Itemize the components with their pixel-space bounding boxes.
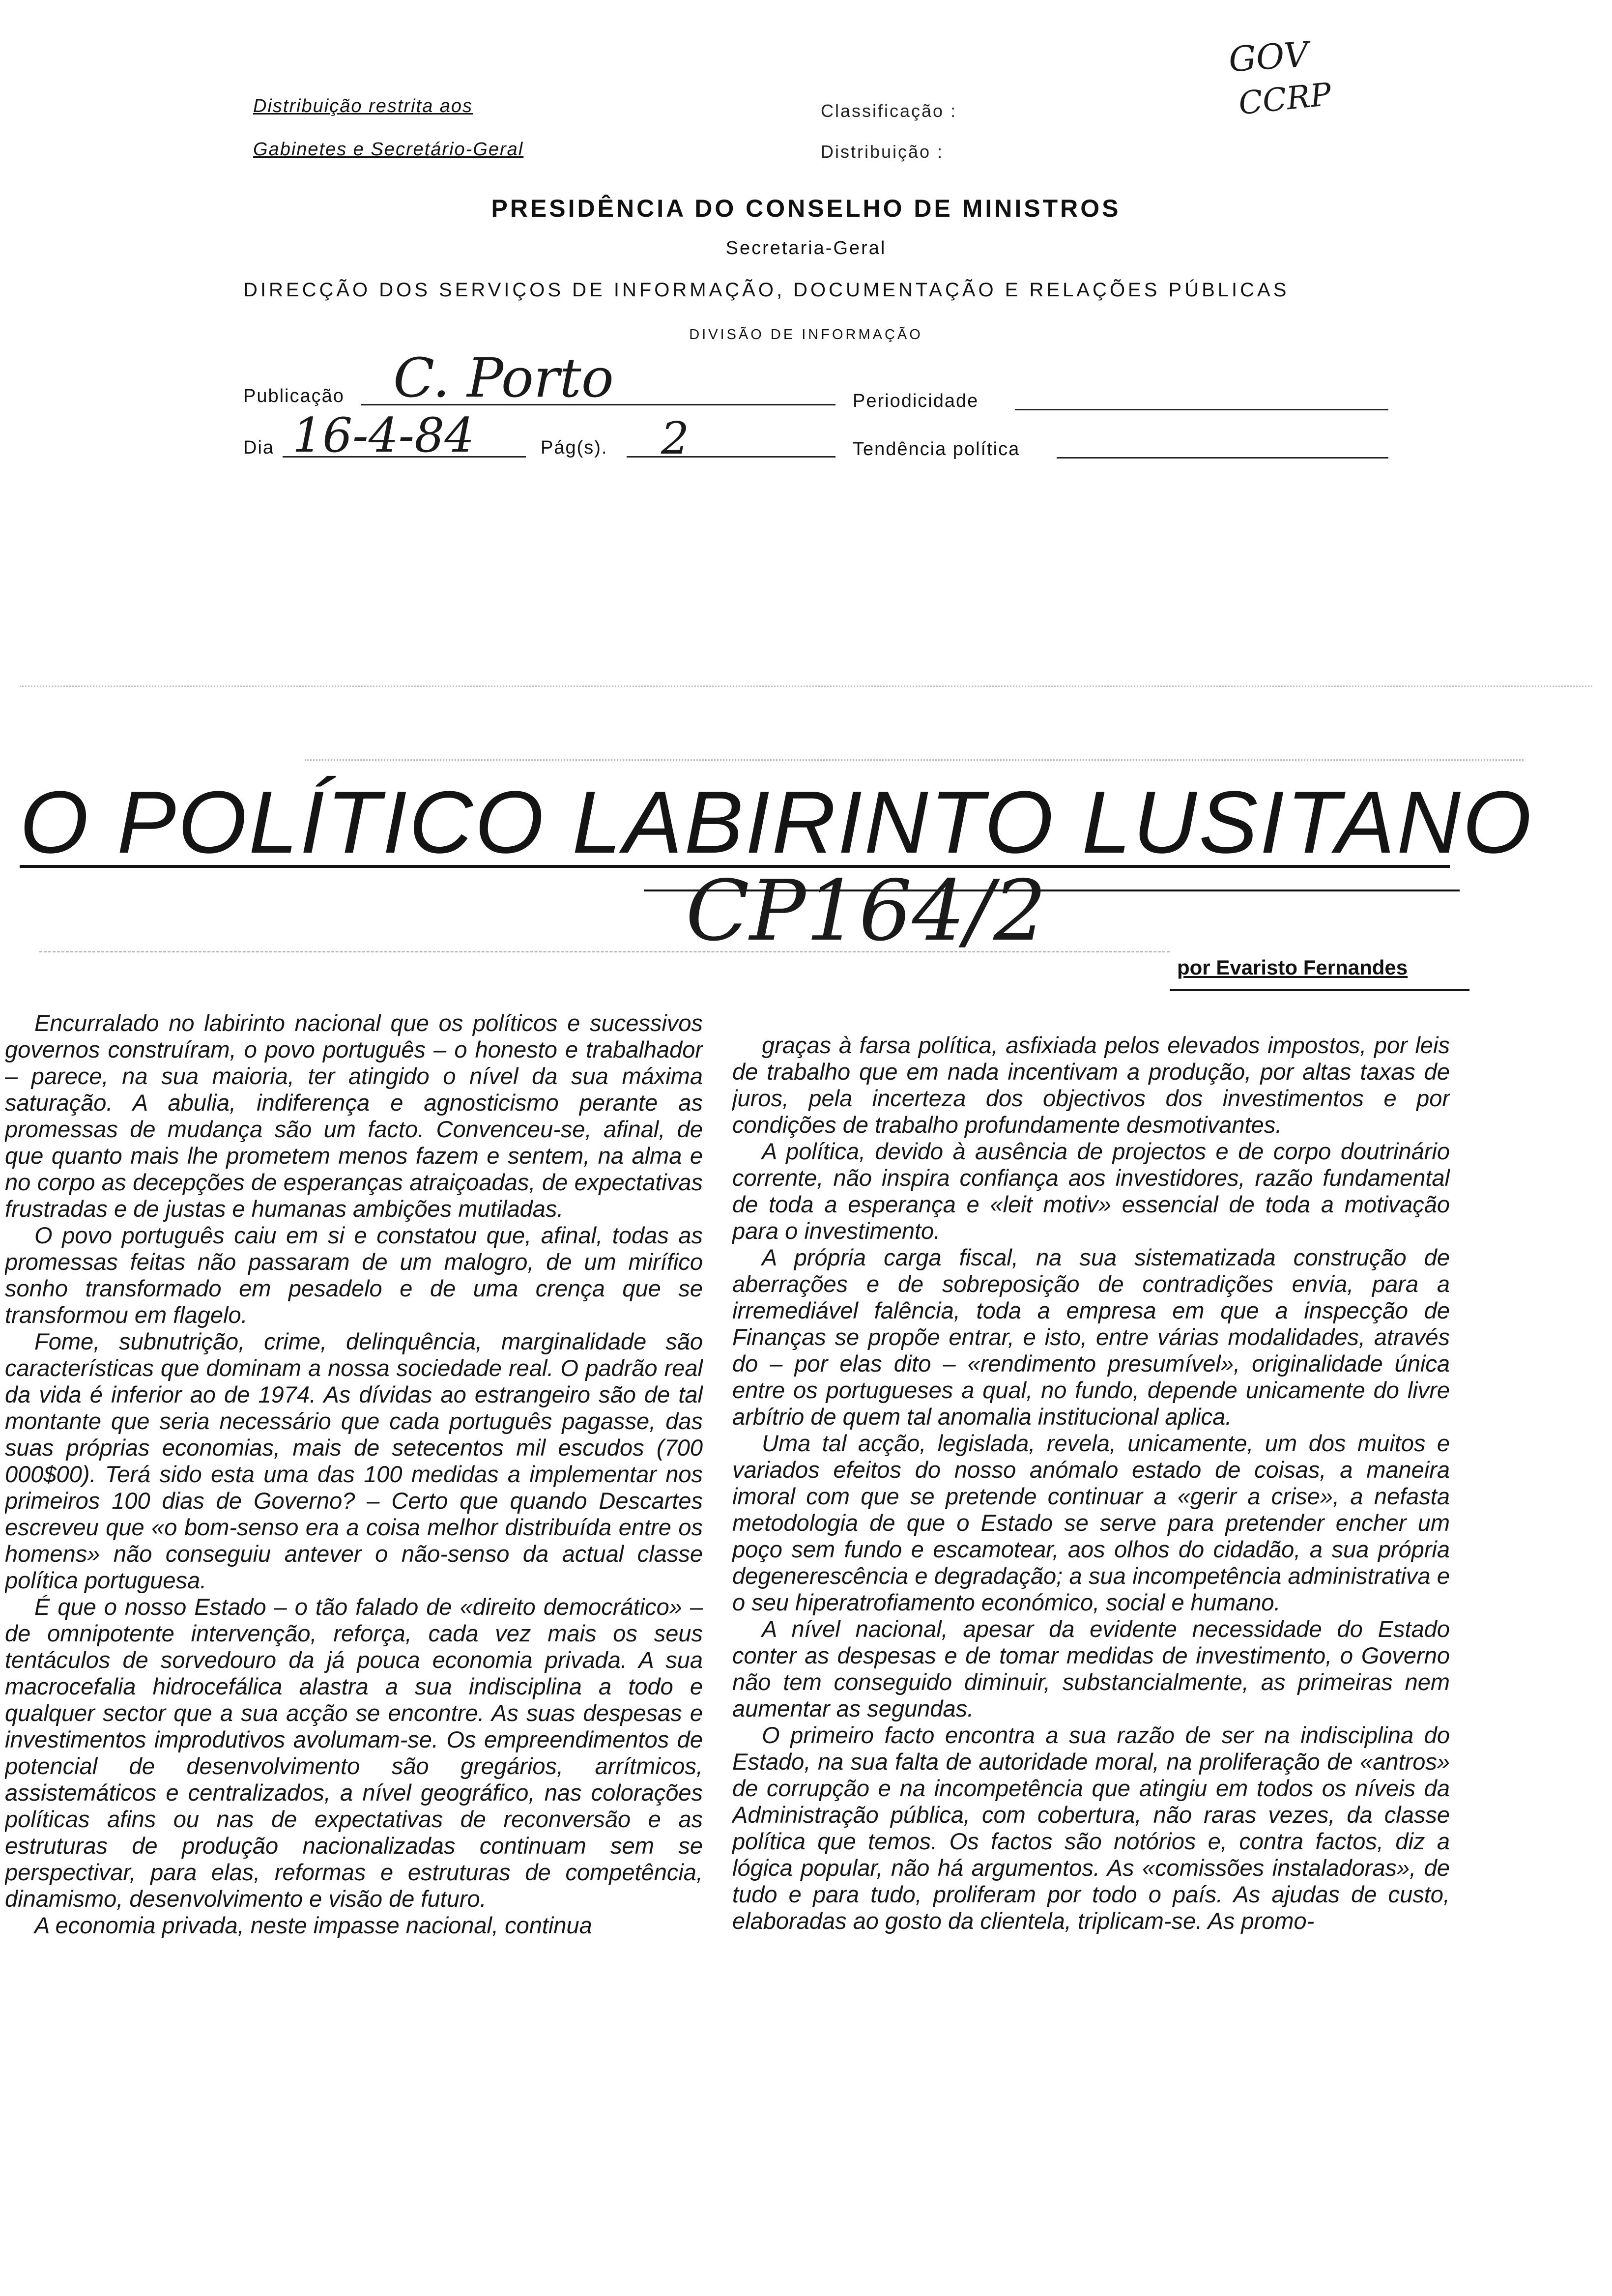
column-left-paragraph: É que o nosso Estado – o tão falado de «direito democrático» – de omnipotente intervenção, reforça, cada vez mais os seus tentáculos de sorvedouro da já pouca economia privada. A sua macrocefalia hidrocefálica alastra a sua indisciplina a todo e qualquer sector que a sua acção se encontre. As suas despesas e investimentos improdutivos avolumam-se. Os empreendimentos de potencial de desenvolvimento são gregários, arrítmicos, assistemáticos e centralizados, a nível geográfico, nas colorações políticas afins ou nas de expectativas de reconversão e as estruturas de produção nacionalizadas continuam sem se perspectivar, para elas, reformas e estruturas de competência, dinamismo, desenvolvimento e visão de futuro. (5, 1594, 703, 1912)
article-column-right (732, 1032, 1450, 2231)
column-left-paragraph: Fome, subnutrição, crime, delinquência, marginalidade são características que dominam a nossa sociedade real. O padrão real da vida é inferior ao de 1974. As dívidas ao estrangeiro são de tal montante que seria necessário que cada português pagasse, das suas próprias economias, mais de setecentos mil escudos (700 000$00). Terá sido esta uma das 100 medidas a implementar nos primeiros 100 dias de Governo? – Certo que quando Descartes escreveu que «o bom-senso era a coisa melhor distribuída entre os homens» não conseguiu antever o não-senso da actual classe política portuguesa. (5, 1328, 703, 1593)
org-title: PRESIDÊNCIA DO CONSELHO DE MINISTROS (491, 195, 1121, 222)
corner-handwritten-note-line2: CCRP (1237, 76, 1333, 122)
column-left-paragraph: O povo português caiu em si e constatou que, afinal, todas as promessas feitas não passaram de um malogro, de um mirífico sonho transformado em pesadelo e de uma crença que se transformou em flagelo. (5, 1222, 703, 1328)
article-column-left (5, 1010, 703, 2211)
corner-handwritten-note-line1: GOV (1227, 34, 1310, 80)
publicacao-label: Publicação (243, 386, 345, 406)
tendencia-label: Tendência política (853, 439, 1020, 459)
column-right-paragraph: O primeiro facto encontra a sua razão de ser na indisciplina do Estado, na sua falta de autoridade moral, na proliferação de «antros» de corrupção e na incompetência que atingiu em todos os níveis da Administração pública, com cobertura, não raras vezes, da classe política que temos. Os factos são notórios e, contra factos, diz a lógica popular, não há argumentos. As «comissões instaladoras», de tudo e para tudo, proliferam por todo o país. As ajudas de custo, elaboradas ao gosto da clientela, triplicam-se. As promo- (732, 1722, 1450, 1934)
column-right-paragraph: Uma tal acção, legislada, revela, unicamente, um dos muitos e variados efeitos do nosso anómalo estado de coisas, a maneira imoral com que se pretende continuar a «gerir a crise», a nefasta metodologia de que o Estado se serve para pretender encher um poço sem fundo e escamotear, aos olhos do cidadão, a sua própria degenerescência e degradação; a sua incompetência administrativa e o seu hiperatrofiamento económico, social e humano. (732, 1430, 1450, 1615)
distribution-restriction-line1: Distribuição restrita aos (253, 96, 473, 116)
secretaria-geral: Secretaria-Geral (725, 238, 887, 258)
distribution-restriction-line2: Gabinetes e Secretário-Geral (253, 139, 524, 160)
classificacao-label: Classificação : (821, 101, 957, 121)
article-byline: por Evaristo Fernandes (1177, 956, 1408, 979)
column-right-paragraph: A nível nacional, apesar da evidente necessidade do Estado conter as despesas e de tomar medidas de investimento, o Governo não tem conseguido diminuir, substancialmente, as primeiras nem aumentar as segundas. (732, 1616, 1450, 1722)
pags-line (627, 456, 835, 458)
pags-value: 2 (661, 413, 690, 464)
column-right-paragraph: A própria carga fiscal, na sua sistematizada construção de aberrações e de sobreposição de contradições envia, para a irremediável falência, toda a empresa em que a inspecção de Finanças se propõe entrar, e isto, entre várias modalidades, através do – por elas dito – «rendimento presumível», originalidade única entre os portugueses a qual, no fundo, depende unicamente do livre arbítrio de quem tal anomalia institucional aplica. (732, 1244, 1450, 1430)
tendencia-line (1057, 457, 1388, 459)
column-left-paragraph: Encurralado no labirinto nacional que os políticos e sucessivos governos construíram, o povo português – o honesto e trabalhador – parece, na sua maioria, ter atingido o nível da sua máxima saturação. A abulia, indiferença e agnosticismo perante as promessas de mudança são um facto. Convenceu-se, afinal, de que quanto mais lhe prometem menos fazem e sentem, na alma e no corpo as decepções de esperanças atraiçoadas, de expectativas frustradas e de justas e humanas ambições mutiladas. (5, 1010, 703, 1222)
column-right-paragraph: A política, devido à ausência de projectos e de corpo doutrinário corrente, não inspira confiança aos investidores, razão fundamental de toda a esperança e «leit motiv» essencial de toda a motivação para o investimento. (732, 1138, 1450, 1244)
periodicidade-line (1015, 409, 1388, 410)
column-right-paragraph: graças à farsa política, asfixiada pelos elevados impostos, por leis de trabalho que em nada incentivam a produção, por altas taxas de juros, pela incerteza dos objectivos dos investimentos e por condições de trabalho profundamente desmotivantes. (732, 1032, 1450, 1138)
byline-rule (1170, 989, 1469, 991)
article-title: O POLÍTICO LABIRINTO LUSITANO (20, 773, 1533, 872)
scan-noise-line (20, 686, 1592, 687)
column-left-paragraph: A economia privada, neste impasse nacional, continua (34, 1912, 592, 1938)
dia-value: 16-4-84 (292, 408, 475, 463)
periodicidade-label: Periodicidade (853, 391, 979, 411)
dia-label: Dia (243, 437, 275, 458)
handwritten-reference: CP164/2 (686, 862, 1047, 960)
scan-noise-line (305, 759, 1524, 761)
pags-label: Pág(s). (541, 437, 608, 458)
divisao-informacao: DIVISÃO DE INFORMAÇÃO (689, 327, 923, 343)
distribuicao-label: Distribuição : (821, 142, 944, 162)
publicacao-value: C. Porto (393, 346, 614, 409)
direccao-servicos: DIRECÇÃO DOS SERVIÇOS DE INFORMAÇÃO, DOCUMENTAÇÃO E RELAÇÕES PÚBLICAS (243, 279, 1290, 301)
